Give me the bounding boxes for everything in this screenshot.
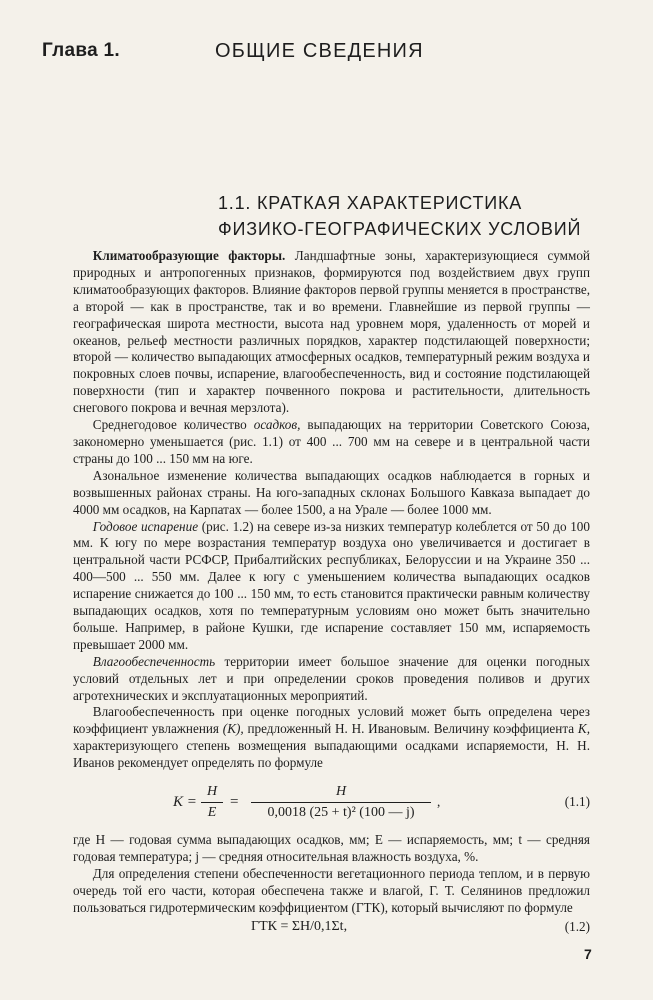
paragraph-coefficient xyxy=(73,704,590,772)
page-number: 7 xyxy=(584,946,592,962)
term-k: (K), xyxy=(222,721,244,737)
equation-number: (1.1) xyxy=(564,794,590,810)
equals-sign: = xyxy=(230,794,239,811)
paragraph-text: Влагообеспеченность при оценке погодных условий может быть определена через коэффициент увлажнения xyxy=(73,704,590,737)
formula-comma: , xyxy=(437,794,441,810)
term-precipitation: осадков, xyxy=(253,417,301,433)
paragraph-text: Ландшафтные зоны, характеризующиеся суммой природных и антропогенных признаков, формируются под воздействием двух групп климатообразующих факторов. Влияние факторов первой группы меняется в пространстве, а второй — как в пространстве, так и во времени. Главнейшие из первой группы — географическая широта местности, высота над уровнем моря, удаленность от морей и океанов, рельеф местности различных порядков, характер подстилающей поверхности; второй — количество выпадающих атмосферных осадков, температурный режим воздуха и покровных слоев почвы, испарение, влагообеспеченность, вид и состояние подстилающей поверхности (тип и характер почвенного покрова и растительности, длительность снегового покрова и вечная мерзлота). xyxy=(73,248,590,416)
chapter-label: Глава 1. xyxy=(42,40,120,61)
paragraph-text: территории имеет большое значение для оценки погодных условий отдельных лет и при определении сроков проведения поливов и других агротехнических и эксплуатационных мероприятий. xyxy=(73,653,590,703)
paragraph-precipitation xyxy=(73,417,590,468)
paragraph-where: где H — годовая сумма выпадающих осадков, мм; E — испаряемость, мм; t — средняя годовая температура; j — средняя относительная влажность воздуха, %. xyxy=(73,832,590,864)
paragraph-climate-factors xyxy=(73,248,590,417)
section-title-line-1: 1.1. КРАТКАЯ ХАРАКТЕРИСТИКА xyxy=(218,193,523,213)
formula-1-1 xyxy=(73,780,590,826)
paragraph-text: выпадающих на территории Советского Союза, закономерно уменьшается (рис. 1.1) от 400 ... 700 мм на севере и в центральной части страны до 100 ... 150 мм на юге. xyxy=(73,417,590,466)
section-title xyxy=(218,190,598,242)
section-title-line-2: ФИЗИКО-ГЕОГРАФИЧЕСКИХ УСЛОВИЙ xyxy=(218,219,582,239)
term-evaporation: Годовое испарение xyxy=(92,518,199,534)
formula-gtk: ГТК = ΣH/0,1Σt, xyxy=(251,918,348,934)
fraction-h-over-e xyxy=(201,784,223,822)
paragraph-moisture xyxy=(73,654,590,705)
paragraph-gtk: Для определения степени обеспеченности вегетационного периода теплом, и в первую очередь той его части, которая обеспечена также и влагой, Г. Т. Селянинов предложил пользоваться гидротермическим коэффициентом (ГТК), который вычисляют по формуле xyxy=(73,865,590,915)
paragraph-evaporation xyxy=(73,519,590,654)
chapter-title: ОБЩИЕ СВЕДЕНИЯ xyxy=(215,40,424,62)
term-k: K, xyxy=(577,721,590,737)
body-text xyxy=(73,248,590,941)
paragraph-azonal: Азональное изменение количества выпадающих осадков наблюдается в горных и возвышенных районах страны. На юго-западных склонах Большого Кавказа выпадает до 4000 мм осадков, на Карпатах — более 1500, а на Урале — более 1000 мм. xyxy=(73,467,590,517)
fraction-numerator: H xyxy=(251,784,431,803)
paragraph-text: Среднегодовое количество xyxy=(92,417,254,433)
runin-heading: Климатообразующие факторы. xyxy=(92,248,286,263)
fraction-denominator: E xyxy=(207,805,217,820)
fraction-ivanov xyxy=(251,784,431,822)
paragraph-text: (рис. 1.2) на севере из-за низких температур колеблется от 50 до 100 мм. К югу по мере возрастания температур воздуха оно увеличивается и достигает в центральной части РСФСР, Прибалтийских республиках, Белоруссии и на Украине 350 ... 400—500 ... 550 мм. Далее к югу с уменьшением количества выпадающих осадков испарение снижается до 100 ... 150 мм, то есть становится практически равным количеству выпадающих осадков, хотя по температурным условиям оно может быть значительно больше. Например, в районе Кушки, где испарение составляет 150 мм, испаряемость превышает 2000 мм. xyxy=(73,518,590,652)
term-moisture: Влагообеспеченность xyxy=(92,653,216,669)
fraction-numerator: H xyxy=(201,784,223,803)
formula-lhs: K = xyxy=(173,794,197,811)
paragraph-text: предложенный Н. Н. Ивановым. Величину коэффициента xyxy=(243,721,578,737)
formula-1-2 xyxy=(73,919,590,941)
paragraph-text: характеризующего степень возмещения выпадающими осадками испаряемости, Н. Н. Иванов рекомендует определять по формуле xyxy=(73,738,590,771)
equation-number: (1.2) xyxy=(564,918,590,934)
fraction-denominator: 0,0018 (25 + t)² (100 — j) xyxy=(267,805,415,820)
